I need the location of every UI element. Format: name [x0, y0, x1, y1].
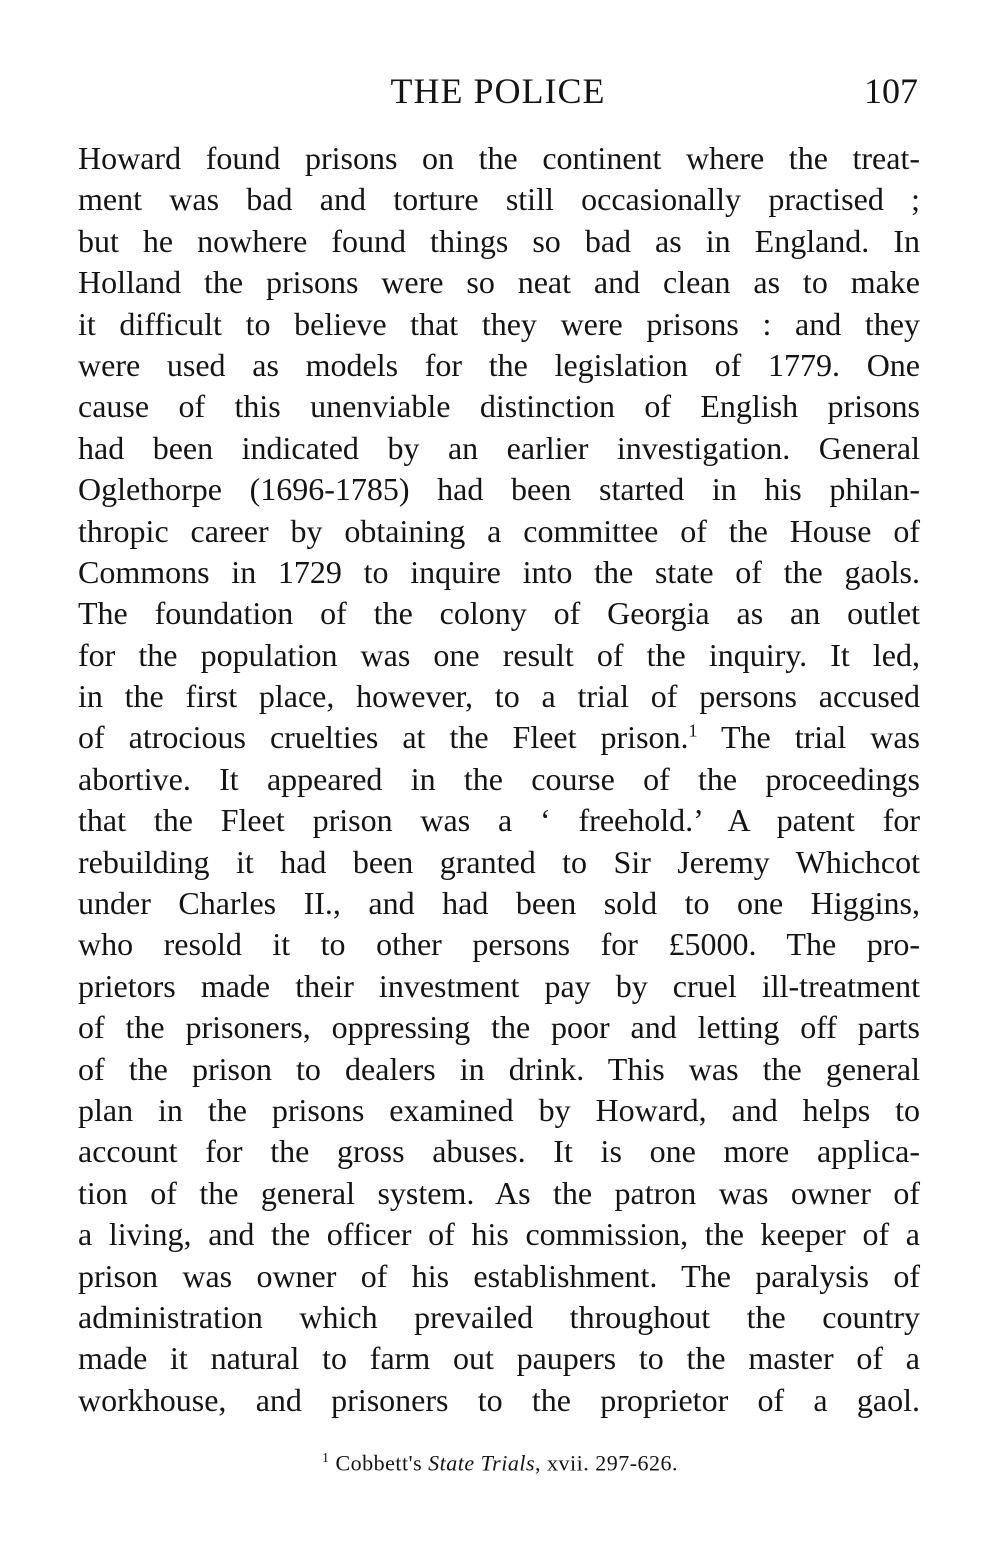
text-line-9-content: Oglethorpe (1696-1785) had been started in his philan-	[78, 471, 920, 508]
running-header	[78, 66, 918, 116]
text-line-16	[78, 759, 920, 800]
text-line-21-content: prietors made their investment pay by cruel ill-treatment	[78, 967, 920, 1004]
text-line-2	[78, 179, 920, 220]
text-line-18	[78, 842, 920, 883]
text-line-30-content: made it natural to farm out paupers to the master of a	[78, 1340, 920, 1377]
text-line-14	[78, 676, 920, 717]
text-line-31-content: workhouse, and prisoners to the proprietor of a gaol.	[78, 1381, 920, 1418]
text-line-12-content: The foundation of the colony of Georgia as an outlet	[78, 595, 920, 632]
text-line-22-content: of the prisoners, oppressing the poor and letting off parts	[78, 1009, 920, 1046]
text-line-13-content: for the population was one result of the inquiry. It led,	[78, 636, 920, 673]
text-line-23	[78, 1049, 920, 1090]
text-line-7	[78, 386, 920, 427]
text-line-28	[78, 1256, 920, 1297]
footnote-suffix: , xvii. 297-626.	[535, 1450, 679, 1476]
text-line-22	[78, 1007, 920, 1048]
text-line-11	[78, 552, 920, 593]
text-line-20	[78, 924, 920, 965]
text-line-3	[78, 221, 920, 262]
text-line-18-content: rebuilding it had been granted to Sir Jeremy Whichcot	[78, 843, 920, 880]
text-line-15	[78, 717, 920, 758]
text-line-12	[78, 593, 920, 634]
text-line-25	[78, 1131, 920, 1172]
footnote-reference-marker: 1	[688, 720, 698, 741]
text-line-24	[78, 1090, 920, 1131]
text-line-6	[78, 345, 920, 386]
footnote-title: State Trials	[428, 1450, 535, 1476]
text-line-19	[78, 883, 920, 924]
text-line-17-content: that the Fleet prison was a ‘ freehold.’ A patent for	[78, 802, 920, 839]
text-line-25-content: account for the gross abuses. It is one more applica-	[78, 1133, 920, 1170]
text-line-5	[78, 304, 920, 345]
text-line-10	[78, 511, 920, 552]
text-line-31	[78, 1380, 920, 1421]
text-line-8-content: had been indicated by an earlier investigation. General	[78, 429, 920, 466]
text-line-1-content: Howard found prisons on the continent where the treat-	[78, 140, 920, 176]
text-line-7-content: cause of this unenviable distinction of English prisons	[78, 388, 920, 425]
text-line-6-content: were used as models for the legislation of 1779. One	[78, 346, 920, 383]
text-line-5-content: it difficult to believe that they were prisons : and they	[78, 305, 920, 342]
text-line-26-content: tion of the general system. As the patron was owner of	[78, 1174, 920, 1211]
text-line-17	[78, 800, 920, 841]
text-line-10-content: thropic career by obtaining a committee of the House of	[78, 512, 920, 549]
text-line-29	[78, 1297, 920, 1338]
footnote	[0, 1444, 1000, 1478]
text-line-29-content: administration which prevailed throughout the country	[78, 1298, 920, 1335]
running-title: THE POLICE	[390, 71, 606, 111]
text-line-2-content: ment was bad and torture still occasionally practised ;	[78, 181, 920, 218]
text-line-30	[78, 1338, 920, 1379]
text-line-14-content: in the first place, however, to a trial of persons accused	[78, 678, 920, 715]
body-text	[78, 138, 920, 1421]
text-line-15-end: The trial was	[697, 719, 921, 756]
text-line-8	[78, 428, 920, 469]
text-line-4	[78, 262, 920, 303]
text-line-16-content: abortive. It appeared in the course of the proceedings	[78, 760, 920, 797]
text-line-4-content: Holland the prisons were so neat and clean as to make	[78, 264, 920, 301]
text-line-1	[78, 138, 920, 179]
text-line-9	[78, 469, 920, 510]
text-line-11-content: Commons in 1729 to inquire into the state of the gaols.	[78, 553, 920, 590]
text-line-27-content: a living, and the officer of his commission, the keeper of a	[78, 1216, 920, 1253]
text-line-15-start: of atrocious cruelties at the Fleet prison.	[78, 719, 689, 756]
text-line-20-content: who resold it to other persons for £5000. The pro-	[78, 926, 920, 963]
footnote-marker: 1	[321, 1451, 330, 1466]
text-line-15-content	[78, 717, 920, 758]
text-line-3-content: but he nowhere found things so bad as in England. In	[78, 222, 920, 259]
page-number: 107	[864, 71, 918, 111]
text-line-24-content: plan in the prisons examined by Howard, and helps to	[78, 1091, 920, 1128]
text-line-21	[78, 966, 920, 1007]
text-line-28-content: prison was owner of his establishment. The paralysis of	[78, 1257, 920, 1294]
text-line-19-content: under Charles II., and had been sold to one Higgins,	[78, 885, 920, 922]
text-line-23-content: of the prison to dealers in drink. This was the general	[78, 1050, 920, 1087]
footnote-prefix: Cobbett's	[335, 1450, 429, 1476]
text-line-27	[78, 1214, 920, 1255]
text-line-26	[78, 1173, 920, 1214]
text-line-13	[78, 635, 920, 676]
